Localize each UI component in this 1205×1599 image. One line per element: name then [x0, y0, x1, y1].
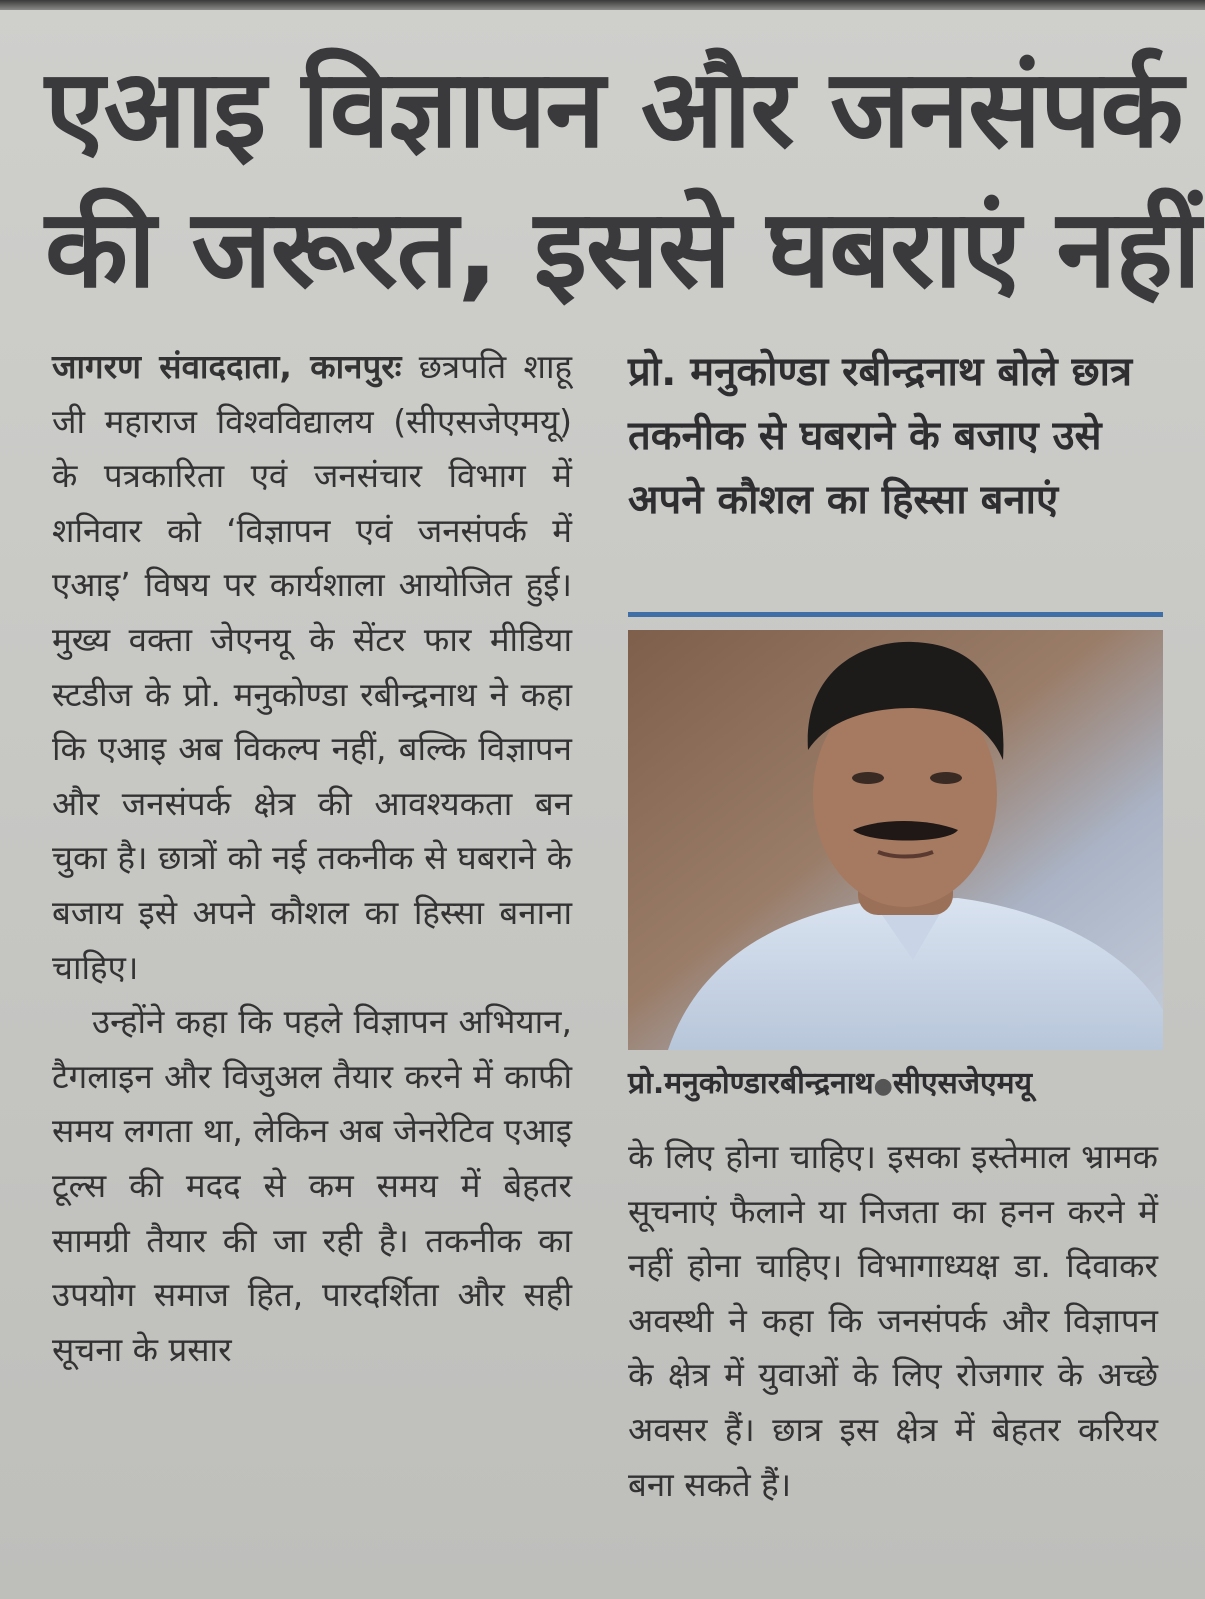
paragraph-3: के लिए होना चाहिए। इसका इस्तेमाल भ्रामक सूचनाएं फैलाने या निजता का हनन करने में नहीं होना चाहिए। विभागाध्यक्ष डा. दिवाकर अवस्थी ने कहा कि जनसंपर्क और विज्ञापन के क्षेत्र में युवाओं के लिए रोजगार के अच्छे अवसर हैं। छात्र इस क्षेत्र में बेहतर करियर बना सकते हैं।: [628, 1137, 1158, 1504]
portrait-photo: [628, 630, 1163, 1050]
photo-caption: [628, 1062, 1163, 1109]
caption-bullet-icon: ●: [873, 1074, 893, 1099]
headline-line-1: एआइ विज्ञापन और जनसंपर्क: [45, 47, 1183, 172]
caption-credit: सीएसजेएमयू: [892, 1066, 1032, 1101]
dateline: जागरण संवाददाता, कानपुरः: [52, 347, 402, 386]
subheadline: प्रो. मनुकोण्डा रबीन्द्रनाथ बोले छात्र तकनीक से घबराने के बजाए उसे अपने कौशल का हिस्सा बनाएं: [628, 349, 1133, 523]
article-right-column: [628, 340, 1158, 1504]
headline: [45, 40, 1200, 320]
headline-line-2: की जरूरत, इससे घबराएं नहीं: [45, 187, 1200, 312]
paragraph-1-text: छत्रपति शाहू जी महाराज विश्वविद्यालय (सीएसजेएमयू) के पत्रकारिता एवं जनसंचार विभाग में शनिवार को ‘विज्ञापन एवं जनसंपर्क में एआइ’ विषय पर कार्यशाला आयोजित हुई। मुख्य वक्ता जेएनयू के सेंटर फार मीडिया स्टडीज के प्रो. मनुकोण्डा रबीन्द्रनाथ ने कहा कि एआइ अब विकल्प नहीं, बल्कि विज्ञापन और जनसंपर्क क्षेत्र की आवश्यकता बन चुका है। छात्रों को नई तकनीक से घबराने के बजाय इसे अपने कौशल का हिस्सा बनाना चाहिए।: [52, 347, 573, 987]
article-left-column: [52, 340, 572, 1565]
paragraph-1: [52, 340, 572, 995]
top-border-rule: [0, 0, 1205, 10]
paragraph-2: उन्होंने कहा कि पहले विज्ञापन अभियान, टैगलाइन और विजुअल तैयार करने में काफी समय लगता था, लेकिन अब जेनरेटिव एआइ टूल्स की मदद से कम समय में बेहतर सामग्री तैयार की जा रही है। तकनीक का उपयोग समाज हित, पारदर्शिता और सही सूचना के प्रसार: [52, 1002, 572, 1369]
caption-name: प्रो.मनुकोण्डारबीन्द्रनाथ: [628, 1066, 874, 1101]
portrait-illustration: [628, 630, 1163, 1050]
photo-divider-rule: [628, 612, 1163, 617]
